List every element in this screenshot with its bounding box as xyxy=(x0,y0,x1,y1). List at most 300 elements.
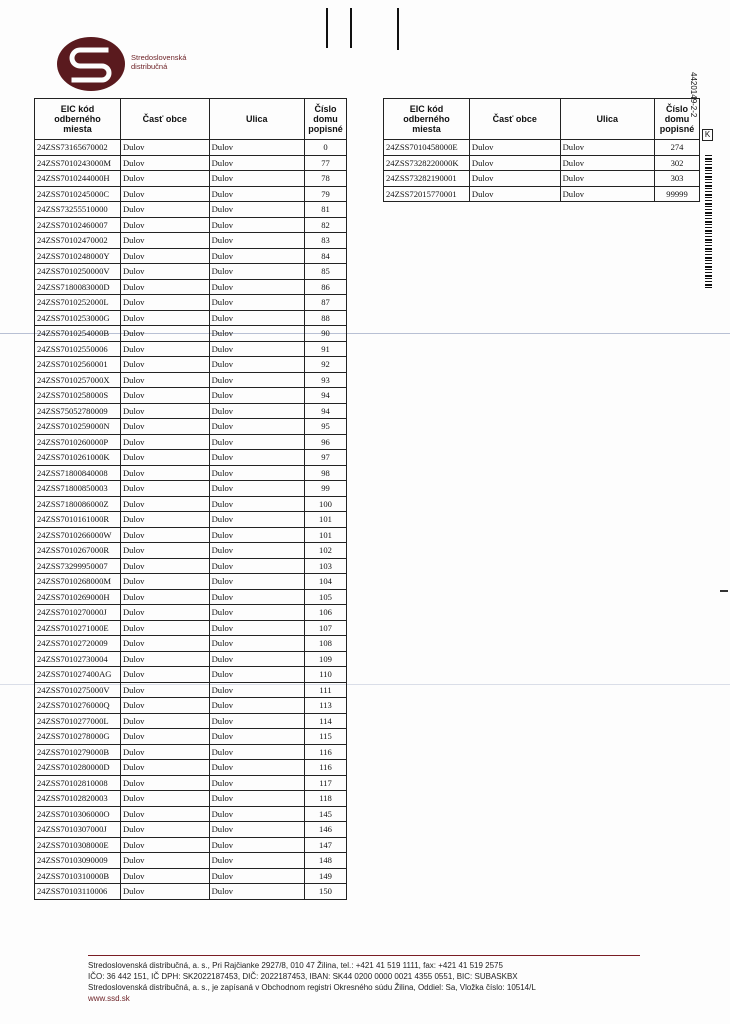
cell-ulica: Dulov xyxy=(209,512,304,528)
cell-cislo: 0 xyxy=(305,140,347,156)
table-row xyxy=(35,481,347,497)
cell-eic: 24ZSS7010248000Y xyxy=(35,248,121,264)
cell-eic: 24ZSS7010275000V xyxy=(35,682,121,698)
table-row xyxy=(35,372,347,388)
cell-eic: 24ZSS7010161000R xyxy=(35,512,121,528)
table-row xyxy=(35,434,347,450)
cell-eic: 24ZSS7180086000Z xyxy=(35,496,121,512)
cell-cast-obce: Dulov xyxy=(120,372,209,388)
cell-ulica: Dulov xyxy=(209,822,304,838)
table-row xyxy=(35,326,347,342)
cell-eic: 24ZSS7010307000J xyxy=(35,822,121,838)
cell-cast-obce: Dulov xyxy=(120,760,209,776)
cell-ulica: Dulov xyxy=(209,496,304,512)
cell-ulica: Dulov xyxy=(209,171,304,187)
header-cast-obce: Časť obce xyxy=(120,99,209,140)
footer-web-link[interactable]: www.ssd.sk xyxy=(88,994,130,1003)
cell-ulica: Dulov xyxy=(209,202,304,218)
cell-ulica: Dulov xyxy=(209,791,304,807)
table-row xyxy=(35,760,347,776)
cell-cislo: 99999 xyxy=(655,186,700,202)
cell-cislo: 88 xyxy=(305,310,347,326)
header-eic-line: miesta xyxy=(412,124,441,134)
cell-ulica: Dulov xyxy=(209,341,304,357)
cell-eic: 24ZSS7010278000G xyxy=(35,729,121,745)
cell-eic: 24ZSS7010306000O xyxy=(35,806,121,822)
cell-ulica: Dulov xyxy=(209,760,304,776)
cell-cast-obce: Dulov xyxy=(120,465,209,481)
cell-ulica: Dulov xyxy=(209,465,304,481)
cell-eic: 24ZSS70103090009 xyxy=(35,853,121,869)
cell-cast-obce: Dulov xyxy=(120,884,209,900)
cell-ulica: Dulov xyxy=(209,853,304,869)
table-row xyxy=(35,419,347,435)
cell-cislo: 102 xyxy=(305,543,347,559)
cell-eic: 24ZSS7010257000X xyxy=(35,372,121,388)
cell-ulica: Dulov xyxy=(209,636,304,652)
cell-eic: 24ZSS75052780009 xyxy=(35,403,121,419)
header-eic xyxy=(35,99,121,140)
table-row xyxy=(35,171,347,187)
cell-cislo: 113 xyxy=(305,698,347,714)
cell-eic: 24ZSS7010259000N xyxy=(35,419,121,435)
cell-cast-obce: Dulov xyxy=(120,744,209,760)
cell-ulica: Dulov xyxy=(209,248,304,264)
cell-ulica: Dulov xyxy=(209,155,304,171)
table-row xyxy=(35,388,347,404)
cell-cast-obce: Dulov xyxy=(120,713,209,729)
cell-cast-obce: Dulov xyxy=(120,512,209,528)
table-row xyxy=(35,682,347,698)
table-row xyxy=(35,775,347,791)
cell-ulica: Dulov xyxy=(209,326,304,342)
header-eic-line: EIC kód xyxy=(409,104,444,114)
cell-eic: 24ZSS70102560001 xyxy=(35,357,121,373)
cell-cislo: 100 xyxy=(305,496,347,512)
cell-ulica: Dulov xyxy=(209,140,304,156)
cell-ulica: Dulov xyxy=(209,295,304,311)
table-row xyxy=(35,822,347,838)
cell-cislo: 87 xyxy=(305,295,347,311)
cell-eic: 24ZSS7010276000Q xyxy=(35,698,121,714)
header-cislo-line: domu xyxy=(313,114,338,124)
table-row xyxy=(35,450,347,466)
cell-eic: 24ZSS7010254000B xyxy=(35,326,121,342)
edge-mark xyxy=(720,590,728,592)
cell-cislo: 92 xyxy=(305,357,347,373)
header-ulica: Ulica xyxy=(209,99,304,140)
cell-cislo: 95 xyxy=(305,419,347,435)
cell-cast-obce: Dulov xyxy=(469,186,560,202)
cell-eic: 24ZSS70102460007 xyxy=(35,217,121,233)
table-row xyxy=(35,667,347,683)
cell-cislo: 110 xyxy=(305,667,347,683)
table-row xyxy=(35,884,347,900)
cell-cast-obce: Dulov xyxy=(120,543,209,559)
cell-cast-obce: Dulov xyxy=(120,419,209,435)
header-ulica: Ulica xyxy=(560,99,654,140)
header-cast-obce: Časť obce xyxy=(469,99,560,140)
table-row xyxy=(35,295,347,311)
cell-ulica: Dulov xyxy=(209,357,304,373)
cell-cislo: 114 xyxy=(305,713,347,729)
brand-line2: distribučná xyxy=(131,62,168,71)
cell-ulica: Dulov xyxy=(209,434,304,450)
footer xyxy=(88,960,536,1004)
cell-cast-obce: Dulov xyxy=(120,233,209,249)
cell-cast-obce: Dulov xyxy=(120,605,209,621)
cell-cast-obce: Dulov xyxy=(120,775,209,791)
cell-eic: 24ZSS7010252000L xyxy=(35,295,121,311)
cell-cast-obce: Dulov xyxy=(120,171,209,187)
table-row xyxy=(35,806,347,822)
table-row xyxy=(35,868,347,884)
cell-cast-obce: Dulov xyxy=(120,651,209,667)
table-row xyxy=(35,558,347,574)
cell-ulica: Dulov xyxy=(209,667,304,683)
table-row xyxy=(35,341,347,357)
table-row xyxy=(35,248,347,264)
cell-cislo: 106 xyxy=(305,605,347,621)
cell-cast-obce: Dulov xyxy=(120,822,209,838)
cell-cislo: 78 xyxy=(305,171,347,187)
header-cislo xyxy=(305,99,347,140)
cell-ulica: Dulov xyxy=(209,884,304,900)
footer-line: IČO: 36 442 151, IČ DPH: SK2022187453, DIČ: 2022187453, IBAN: SK44 0200 0000 0021 4355 0551, BIC: SUBASKBX xyxy=(88,972,518,981)
cell-cislo: 109 xyxy=(305,651,347,667)
cell-ulica: Dulov xyxy=(209,481,304,497)
cell-cislo: 91 xyxy=(305,341,347,357)
header-cislo-line: Číslo xyxy=(666,104,689,114)
cell-eic: 24ZSS73165670002 xyxy=(35,140,121,156)
cell-cislo: 107 xyxy=(305,620,347,636)
cell-cast-obce: Dulov xyxy=(120,589,209,605)
cell-eic: 24ZSS7010279000B xyxy=(35,744,121,760)
cell-cast-obce: Dulov xyxy=(120,155,209,171)
cell-ulica: Dulov xyxy=(209,620,304,636)
cell-ulica: Dulov xyxy=(209,698,304,714)
cell-ulica: Dulov xyxy=(209,574,304,590)
header-eic xyxy=(384,99,470,140)
registration-mark xyxy=(397,8,399,50)
cell-cast-obce: Dulov xyxy=(120,434,209,450)
cell-ulica: Dulov xyxy=(560,155,654,171)
cell-cast-obce: Dulov xyxy=(120,620,209,636)
cell-cislo: 147 xyxy=(305,837,347,853)
cell-cislo: 148 xyxy=(305,853,347,869)
cell-cislo: 115 xyxy=(305,729,347,745)
cell-ulica: Dulov xyxy=(209,450,304,466)
cell-ulica: Dulov xyxy=(209,217,304,233)
table-row xyxy=(35,217,347,233)
registration-mark xyxy=(326,8,328,48)
cell-cislo: 149 xyxy=(305,868,347,884)
footer-line: Stredoslovenská distribučná, a. s., je zapísaná v Obchodnom registri Okresného súdu Žilina, Oddiel: Sa, Vložka číslo: 10514/L xyxy=(88,983,536,992)
cell-eic: 24ZSS73299950007 xyxy=(35,558,121,574)
cell-ulica: Dulov xyxy=(209,651,304,667)
cell-eic: 24ZSS7010245000C xyxy=(35,186,121,202)
k-box: K xyxy=(702,129,713,141)
cell-cislo: 117 xyxy=(305,775,347,791)
cell-cast-obce: Dulov xyxy=(120,403,209,419)
cell-cislo: 96 xyxy=(305,434,347,450)
table-row xyxy=(35,527,347,543)
left-table-body xyxy=(35,140,347,900)
table-row xyxy=(35,310,347,326)
cell-ulica: Dulov xyxy=(209,775,304,791)
brand-line1: Stredoslovenská xyxy=(131,53,187,62)
cell-eic: 24ZSS7010277000L xyxy=(35,713,121,729)
table-row xyxy=(35,279,347,295)
document-code: 4420149-2-2 xyxy=(689,72,698,118)
footer-line: Stredoslovenská distribučná, a. s., Pri Rajčianke 2927/8, 010 47 Žilina, tel.: +421 41 519 1111, fax: +421 41 519 2575 xyxy=(88,961,503,970)
cell-cislo: 303 xyxy=(655,171,700,187)
cell-eic: 24ZSS7010280000D xyxy=(35,760,121,776)
cell-cast-obce: Dulov xyxy=(120,310,209,326)
cell-ulica: Dulov xyxy=(560,171,654,187)
cell-eic: 24ZSS7328220000K xyxy=(384,155,470,171)
cell-cast-obce: Dulov xyxy=(120,729,209,745)
cell-eic: 24ZSS7010260000P xyxy=(35,434,121,450)
cell-eic: 24ZSS7010253000G xyxy=(35,310,121,326)
header-cislo xyxy=(655,99,700,140)
cell-cislo: 94 xyxy=(305,388,347,404)
cell-eic: 24ZSS701027400AG xyxy=(35,667,121,683)
cell-cast-obce: Dulov xyxy=(120,388,209,404)
cell-cast-obce: Dulov xyxy=(120,698,209,714)
table-row xyxy=(384,155,700,171)
cell-cislo: 99 xyxy=(305,481,347,497)
left-table xyxy=(34,98,347,900)
cell-cislo: 150 xyxy=(305,884,347,900)
cell-cislo: 85 xyxy=(305,264,347,280)
cell-eic: 24ZSS70102820003 xyxy=(35,791,121,807)
cell-cast-obce: Dulov xyxy=(120,202,209,218)
table-row xyxy=(35,155,347,171)
cell-ulica: Dulov xyxy=(209,868,304,884)
cell-cislo: 90 xyxy=(305,326,347,342)
cell-ulica: Dulov xyxy=(209,837,304,853)
cell-cislo: 118 xyxy=(305,791,347,807)
cell-cast-obce: Dulov xyxy=(120,357,209,373)
right-table-body xyxy=(384,140,700,202)
cell-cast-obce: Dulov xyxy=(120,217,209,233)
cell-ulica: Dulov xyxy=(209,388,304,404)
table-row xyxy=(35,636,347,652)
table-row xyxy=(35,620,347,636)
cell-cislo: 77 xyxy=(305,155,347,171)
cell-ulica: Dulov xyxy=(209,806,304,822)
cell-cislo: 116 xyxy=(305,744,347,760)
cell-ulica: Dulov xyxy=(209,403,304,419)
cell-ulica: Dulov xyxy=(209,589,304,605)
cell-eic: 24ZSS70102730004 xyxy=(35,651,121,667)
cell-eic: 24ZSS7010267000R xyxy=(35,543,121,559)
table-row xyxy=(35,140,347,156)
table-row xyxy=(35,512,347,528)
cell-cislo: 94 xyxy=(305,403,347,419)
cell-eic: 24ZSS70103110006 xyxy=(35,884,121,900)
cell-cislo: 101 xyxy=(305,512,347,528)
cell-cislo: 81 xyxy=(305,202,347,218)
cell-cast-obce: Dulov xyxy=(120,853,209,869)
cell-cast-obce: Dulov xyxy=(120,279,209,295)
header-cislo-line: Číslo xyxy=(314,104,337,114)
cell-cast-obce: Dulov xyxy=(120,667,209,683)
table-row xyxy=(35,403,347,419)
cell-eic: 24ZSS7010270000J xyxy=(35,605,121,621)
cell-cislo: 103 xyxy=(305,558,347,574)
cell-cast-obce: Dulov xyxy=(120,248,209,264)
cell-cast-obce: Dulov xyxy=(120,186,209,202)
table-row xyxy=(35,744,347,760)
cell-cast-obce: Dulov xyxy=(120,341,209,357)
cell-cislo: 82 xyxy=(305,217,347,233)
cell-ulica: Dulov xyxy=(209,310,304,326)
cell-ulica: Dulov xyxy=(209,527,304,543)
brand-name xyxy=(131,53,186,71)
cell-cislo: 302 xyxy=(655,155,700,171)
cell-eic: 24ZSS7010250000V xyxy=(35,264,121,280)
cell-cislo: 105 xyxy=(305,589,347,605)
header-eic-line: odberného xyxy=(403,114,450,124)
cell-cislo: 108 xyxy=(305,636,347,652)
cell-ulica: Dulov xyxy=(209,233,304,249)
table-row xyxy=(35,698,347,714)
cell-cast-obce: Dulov xyxy=(120,326,209,342)
cell-ulica: Dulov xyxy=(209,543,304,559)
cell-cast-obce: Dulov xyxy=(120,527,209,543)
cell-eic: 24ZSS71800840008 xyxy=(35,465,121,481)
cell-eic: 24ZSS7010308000E xyxy=(35,837,121,853)
table-row xyxy=(35,713,347,729)
cell-cislo: 145 xyxy=(305,806,347,822)
cell-cast-obce: Dulov xyxy=(120,558,209,574)
table-header-row xyxy=(35,99,347,140)
cell-eic: 24ZSS7010458000E xyxy=(384,140,470,156)
cell-cislo: 84 xyxy=(305,248,347,264)
cell-cast-obce: Dulov xyxy=(120,791,209,807)
cell-cast-obce: Dulov xyxy=(469,140,560,156)
cell-eic: 24ZSS7010244000H xyxy=(35,171,121,187)
cell-cislo: 79 xyxy=(305,186,347,202)
cell-ulica: Dulov xyxy=(209,558,304,574)
cell-cislo: 104 xyxy=(305,574,347,590)
ssd-logo-icon xyxy=(56,36,126,92)
cell-eic: 24ZSS72015770001 xyxy=(384,186,470,202)
right-table xyxy=(383,98,700,202)
table-row xyxy=(35,651,347,667)
cell-cast-obce: Dulov xyxy=(469,155,560,171)
cell-eic: 24ZSS73255510000 xyxy=(35,202,121,218)
table-row xyxy=(384,171,700,187)
cell-eic: 24ZSS7010261000K xyxy=(35,450,121,466)
cell-cast-obce: Dulov xyxy=(120,140,209,156)
cell-cast-obce: Dulov xyxy=(469,171,560,187)
cell-ulica: Dulov xyxy=(560,186,654,202)
table-row xyxy=(35,496,347,512)
cell-eic: 24ZSS71800850003 xyxy=(35,481,121,497)
table-row xyxy=(35,357,347,373)
header-cislo-line: domu xyxy=(664,114,690,124)
cell-cast-obce: Dulov xyxy=(120,806,209,822)
cell-ulica: Dulov xyxy=(209,419,304,435)
table-row xyxy=(384,186,700,202)
cell-ulica: Dulov xyxy=(209,729,304,745)
cell-ulica: Dulov xyxy=(209,682,304,698)
cell-cast-obce: Dulov xyxy=(120,295,209,311)
cell-eic: 24ZSS7010310000B xyxy=(35,868,121,884)
cell-cast-obce: Dulov xyxy=(120,496,209,512)
cell-ulica: Dulov xyxy=(209,264,304,280)
table-row xyxy=(35,729,347,745)
table-row xyxy=(35,589,347,605)
cell-cislo: 83 xyxy=(305,233,347,249)
cell-ulica: Dulov xyxy=(209,372,304,388)
cell-cast-obce: Dulov xyxy=(120,837,209,853)
header-cislo-line: popisné xyxy=(659,124,695,134)
cell-cast-obce: Dulov xyxy=(120,450,209,466)
cell-cislo: 97 xyxy=(305,450,347,466)
table-row xyxy=(35,605,347,621)
table-row xyxy=(35,186,347,202)
cell-cast-obce: Dulov xyxy=(120,481,209,497)
cell-eic: 24ZSS7010243000M xyxy=(35,155,121,171)
barcode xyxy=(705,155,712,290)
cell-eic: 24ZSS73282190001 xyxy=(384,171,470,187)
header-cislo-line: popisné xyxy=(308,124,343,134)
cell-eic: 24ZSS70102550006 xyxy=(35,341,121,357)
registration-mark xyxy=(350,8,352,48)
cell-cast-obce: Dulov xyxy=(120,574,209,590)
cell-ulica: Dulov xyxy=(209,279,304,295)
table-row xyxy=(35,233,347,249)
cell-cast-obce: Dulov xyxy=(120,682,209,698)
cell-ulica: Dulov xyxy=(209,713,304,729)
table-row xyxy=(35,543,347,559)
cell-cislo: 146 xyxy=(305,822,347,838)
cell-eic: 24ZSS7010258000S xyxy=(35,388,121,404)
cell-cislo: 111 xyxy=(305,682,347,698)
cell-ulica: Dulov xyxy=(209,744,304,760)
table-row xyxy=(35,465,347,481)
cell-ulica: Dulov xyxy=(209,605,304,621)
header-eic-line: EIC kód xyxy=(60,104,95,114)
cell-cislo: 86 xyxy=(305,279,347,295)
cell-eic: 24ZSS70102470002 xyxy=(35,233,121,249)
table-header-row xyxy=(384,99,700,140)
cell-cast-obce: Dulov xyxy=(120,868,209,884)
table-row xyxy=(35,264,347,280)
cell-eic: 24ZSS7010268000M xyxy=(35,574,121,590)
cell-cislo: 93 xyxy=(305,372,347,388)
cell-cast-obce: Dulov xyxy=(120,636,209,652)
cell-ulica: Dulov xyxy=(209,186,304,202)
header-eic-line: miesta xyxy=(63,124,92,134)
table-row xyxy=(35,574,347,590)
cell-eic: 24ZSS7180083000D xyxy=(35,279,121,295)
cell-eic: 24ZSS70102810008 xyxy=(35,775,121,791)
table-row xyxy=(35,791,347,807)
header-eic-line: odberného xyxy=(54,114,101,124)
cell-cast-obce: Dulov xyxy=(120,264,209,280)
table-row xyxy=(35,837,347,853)
cell-cislo: 116 xyxy=(305,760,347,776)
cell-ulica: Dulov xyxy=(560,140,654,156)
table-row xyxy=(35,202,347,218)
table-row xyxy=(384,140,700,156)
cell-cislo: 98 xyxy=(305,465,347,481)
